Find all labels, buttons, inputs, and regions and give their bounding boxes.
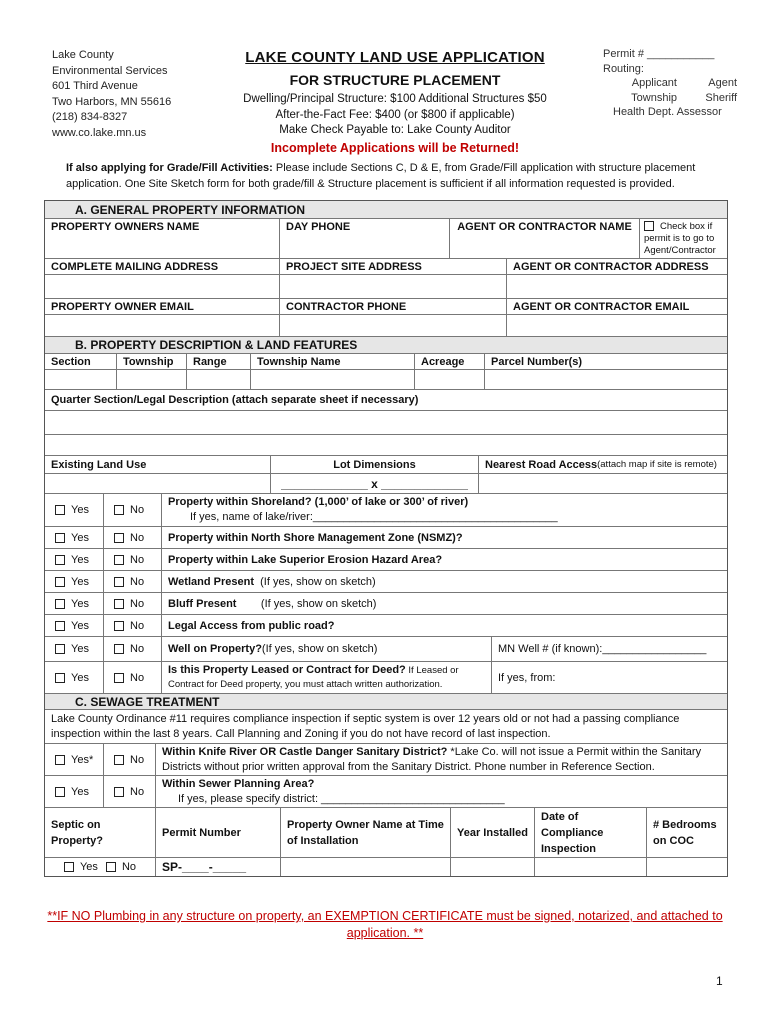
title-block (200, 48, 590, 157)
nsmz-question: Property within North Shore Management Zone (NSMZ)? (161, 527, 727, 548)
checkbox-icon[interactable] (114, 787, 124, 797)
bluff-note: (If yes, show on sketch) (236, 597, 377, 610)
col-township: Township (116, 354, 186, 369)
shoreland-no[interactable] (103, 494, 161, 526)
wetland-question (161, 571, 727, 592)
well-no[interactable] (103, 637, 161, 661)
existing-land-use-input[interactable] (45, 474, 270, 493)
nsmz-yes[interactable] (45, 527, 103, 548)
access-question: Legal Access from public road? (161, 615, 727, 636)
nearest-road-note: (attach map if site is remote) (597, 459, 717, 470)
fees-line: Dwelling/Principal Structure: $100 Additional Structures $50 (243, 93, 547, 105)
address-line: (218) 834-8327 (52, 111, 128, 123)
routing-grid (613, 76, 737, 105)
owner-email-label: PROPERTY OWNER EMAIL (51, 300, 194, 313)
bedrooms-input[interactable] (646, 858, 727, 876)
range-input[interactable] (186, 370, 250, 389)
lot-dimensions-input[interactable]: _____________ x _____________ (270, 474, 478, 493)
gradefill-note (66, 160, 726, 192)
yes-label: Yes (71, 504, 89, 516)
agent-email-input[interactable] (506, 315, 727, 336)
nsmz-no[interactable] (103, 527, 161, 548)
checkbox-icon[interactable] (64, 862, 74, 872)
no-label: No (130, 619, 145, 632)
no-label: No (130, 643, 145, 655)
owner-install-input[interactable] (280, 858, 450, 876)
bluff-no[interactable] (103, 593, 161, 614)
legal-description-input-2[interactable] (45, 435, 727, 455)
county-address (52, 48, 171, 141)
checkbox-icon[interactable] (55, 644, 65, 654)
col-township-name: Township Name (250, 354, 414, 369)
compliance-label: Date of Compliance Inspection (534, 808, 646, 857)
permit-number-label: Permit Number (155, 808, 280, 857)
yes-label: Yes (71, 785, 89, 798)
col-acreage: Acreage (414, 354, 484, 369)
erosion-yes[interactable] (45, 549, 103, 570)
checkbox-icon[interactable] (55, 755, 65, 765)
mailing-address-label: COMPLETE MAILING ADDRESS (51, 260, 219, 273)
leased-note: If Leased or (405, 665, 459, 676)
sewer-question (155, 776, 727, 807)
leased-no[interactable] (103, 662, 161, 693)
agent-name-field[interactable]: AGENT OR CONTRACTOR NAME (449, 219, 639, 258)
township-name-input[interactable] (250, 370, 414, 389)
agent-address-input[interactable] (506, 275, 727, 298)
yes-label: Yes (71, 575, 89, 588)
checkbox-icon[interactable] (55, 533, 65, 543)
yes-label: Yes (71, 553, 89, 566)
access-no[interactable] (103, 615, 161, 636)
page-number: 1 (716, 974, 723, 988)
routing-item: Sheriff (705, 91, 737, 104)
col-section: Section (51, 355, 91, 368)
well-question (161, 637, 491, 661)
section-c-header: C. SEWAGE TREATMENT (45, 694, 727, 709)
day-phone-field[interactable]: DAY PHONE (279, 219, 449, 258)
website-link[interactable]: www.co.lake.mn.us (52, 126, 147, 139)
checkbox-icon[interactable] (55, 621, 65, 631)
bluff-text: Bluff Present (168, 597, 237, 610)
nearest-road-input[interactable] (478, 474, 727, 493)
checkbox-icon[interactable] (55, 577, 65, 587)
checkbox-icon[interactable] (114, 621, 124, 631)
leased-text: Is this Property Leased or Contract for Deed? (168, 664, 406, 676)
checkbox-icon[interactable] (114, 555, 124, 565)
address-line: Two Harbors, MN 55616 (52, 95, 172, 108)
yes-label: Yes (71, 597, 89, 610)
page-title: LAKE COUNTY LAND USE APPLICATION (245, 49, 545, 66)
incomplete-warning: Incomplete Applications will be Returned! (270, 140, 520, 155)
sewer-yes[interactable] (45, 776, 103, 807)
compliance-input[interactable] (534, 858, 646, 876)
page-subtitle: FOR STRUCTURE PLACEMENT (289, 72, 501, 88)
agent-checkbox-label: Check box if permit is to go to Agent/Contractor (644, 221, 716, 256)
shoreland-text: Property within Shoreland? (1,000’ of lake or 300’ of river) (168, 496, 469, 508)
yes-label: Yes* (71, 753, 94, 766)
mn-well-field[interactable]: MN Well # (if known):_________________ (491, 637, 727, 661)
existing-land-use-label: Existing Land Use (51, 458, 147, 471)
checkbox-icon[interactable] (114, 533, 124, 543)
nearest-road-text: Nearest Road Access (485, 458, 598, 471)
no-label: No (121, 861, 136, 873)
checkbox-icon[interactable] (114, 505, 124, 515)
well-text: Well on Property? (168, 643, 262, 655)
no-label: No (130, 785, 145, 798)
leased-question (161, 662, 491, 693)
owner-email-input[interactable] (45, 315, 279, 336)
routing-item: Health Dept. Assessor (613, 106, 722, 118)
if-yes-from-field[interactable]: If yes, from: (491, 662, 727, 693)
septic-yes-no[interactable] (45, 858, 155, 876)
no-label: No (130, 671, 145, 684)
mailing-address-input[interactable] (45, 275, 279, 298)
bluff-question (161, 593, 727, 614)
no-label: No (130, 753, 145, 766)
shoreland-question (161, 494, 727, 526)
exemption-note: **IF NO Plumbing in any structure on property, an EXEMPTION CERTIFICATE must be signed, notarized, and attached to application. ** (47, 909, 723, 940)
section-a-header: A. GENERAL PROPERTY INFORMATION (45, 201, 727, 218)
well-note: (If yes, show on sketch) (261, 643, 378, 655)
address-line: Lake County (52, 49, 114, 61)
site-address-label: PROJECT SITE ADDRESS (279, 259, 506, 274)
parcel-input[interactable] (484, 370, 727, 389)
agent-email-label: AGENT OR CONTRACTOR EMAIL (506, 299, 727, 314)
yes-label: Yes (71, 619, 89, 632)
no-label: No (130, 504, 145, 516)
erosion-no[interactable] (103, 549, 161, 570)
gradefill-bold: If also applying for Grade/Fill Activities: (66, 162, 273, 174)
sanitary-question (155, 744, 727, 775)
address-line: Environmental Services (52, 64, 168, 77)
yes-label: Yes (71, 671, 89, 684)
lot-dimensions-label: Lot Dimensions (270, 456, 478, 473)
section-input[interactable] (45, 370, 116, 389)
lake-river-field[interactable]: If yes, name of lake/river:________________________________________ (190, 511, 558, 523)
erosion-question: Property within Lake Superior Erosion Hazard Area? (161, 549, 727, 570)
access-yes[interactable] (45, 615, 103, 636)
yes-label: Yes (71, 643, 89, 655)
checkbox-icon[interactable] (114, 644, 124, 654)
ordinance-text: Lake County Ordinance #11 requires compliance inspection if septic system is over 12 years old or not had a passing compliance inspection within the last 8 years. Call Planning and Zoning if you do not have record of last inspection. (51, 712, 680, 740)
checkbox-icon[interactable] (55, 673, 65, 683)
application-form (44, 200, 728, 877)
no-label: No (130, 553, 145, 566)
checkbox-icon[interactable] (114, 577, 124, 587)
checkbox-icon[interactable] (114, 673, 124, 683)
no-label: No (130, 531, 145, 544)
agent-address-label: AGENT OR CONTRACTOR ADDRESS (506, 259, 727, 274)
checkbox-icon[interactable] (114, 755, 124, 765)
bluff-yes[interactable] (45, 593, 103, 614)
township-input[interactable] (116, 370, 186, 389)
checkbox-icon[interactable] (55, 505, 65, 515)
owner-install-label: Property Owner Name at Time of Installation (280, 808, 450, 857)
yes-label: Yes (79, 861, 98, 873)
wetland-yes[interactable] (45, 571, 103, 592)
contractor-phone-input[interactable] (279, 315, 506, 336)
year-installed-label: Year Installed (450, 808, 534, 857)
agent-checkbox-cell[interactable] (639, 219, 727, 258)
no-label: No (130, 575, 145, 588)
site-address-input[interactable] (279, 275, 506, 298)
sanitary-no[interactable] (103, 744, 155, 775)
leased-yes[interactable] (45, 662, 103, 693)
sanitary-yes[interactable] (45, 744, 103, 775)
no-label: No (130, 597, 145, 610)
col-parcel: Parcel Number(s) (484, 354, 727, 369)
nearest-road-label (478, 456, 727, 473)
leased-note-2: Contract for Deed property, you must attach written authorization. (168, 679, 443, 690)
sp-number-field[interactable]: SP-____-_____ (155, 858, 280, 876)
sewer-district-field[interactable]: If yes, please specify district: ______________________________ (178, 792, 505, 805)
section-b-header: B. PROPERTY DESCRIPTION & LAND FEATURES (45, 337, 727, 353)
well-yes[interactable] (45, 637, 103, 661)
shoreland-yes[interactable] (45, 494, 103, 526)
payable-line: Make Check Payable to: Lake County Auditor (279, 124, 511, 136)
checkbox-icon[interactable] (55, 787, 65, 797)
col-range: Range (186, 354, 250, 369)
checkbox-icon[interactable] (114, 599, 124, 609)
year-installed-input[interactable] (450, 858, 534, 876)
routing-item: Township (631, 91, 677, 104)
permit-routing (603, 47, 737, 120)
checkbox-icon[interactable] (55, 555, 65, 565)
yes-label: Yes (71, 531, 89, 544)
address-line: 601 Third Avenue (52, 80, 138, 92)
sanitary-text: Within Knife River OR Castle Danger Sanitary District? (162, 746, 448, 758)
acreage-input[interactable] (414, 370, 484, 389)
sewer-text: Within Sewer Planning Area? (162, 777, 315, 790)
sanitary-note: *Lake Co. will not issue a Permit within the Sanitary Districts without prior written approval from the Sanitary District. Phone number in Reference Section. (162, 746, 702, 773)
routing-label: Routing: (603, 62, 644, 75)
septic-label: Septic on Property? (51, 818, 103, 847)
quarter-section-label: Quarter Section/Legal Description (attach separate sheet if necessary) (51, 394, 419, 406)
contractor-phone-label: CONTRACTOR PHONE (279, 299, 506, 314)
wetland-text: Wetland Present (168, 575, 254, 588)
legal-description-input[interactable] (45, 411, 727, 434)
owners-name-field[interactable]: PROPERTY OWNERS NAME (51, 221, 200, 233)
bedrooms-label: # Bedrooms on COC (646, 808, 727, 857)
checkbox-icon[interactable] (55, 599, 65, 609)
sewer-no[interactable] (103, 776, 155, 807)
checkbox-icon[interactable] (106, 862, 116, 872)
agent-checkbox[interactable] (644, 221, 654, 231)
routing-item: Applicant (631, 77, 677, 89)
routing-item: Agent (708, 77, 737, 89)
gradefill-text: Please include Sections C, D & E, from Grade/Fill application with structure placement application. One Site Sketch form for both grade/fill & Structure placement is sufficient if all information requested is provided. (66, 162, 696, 190)
wetland-no[interactable] (103, 571, 161, 592)
after-fact-fee: After-the-Fact Fee: $400 (or $800 if applicable) (275, 108, 515, 121)
permit-number-field[interactable]: Permit # ___________ (603, 48, 715, 60)
wetland-note: (If yes, show on sketch) (254, 575, 376, 588)
